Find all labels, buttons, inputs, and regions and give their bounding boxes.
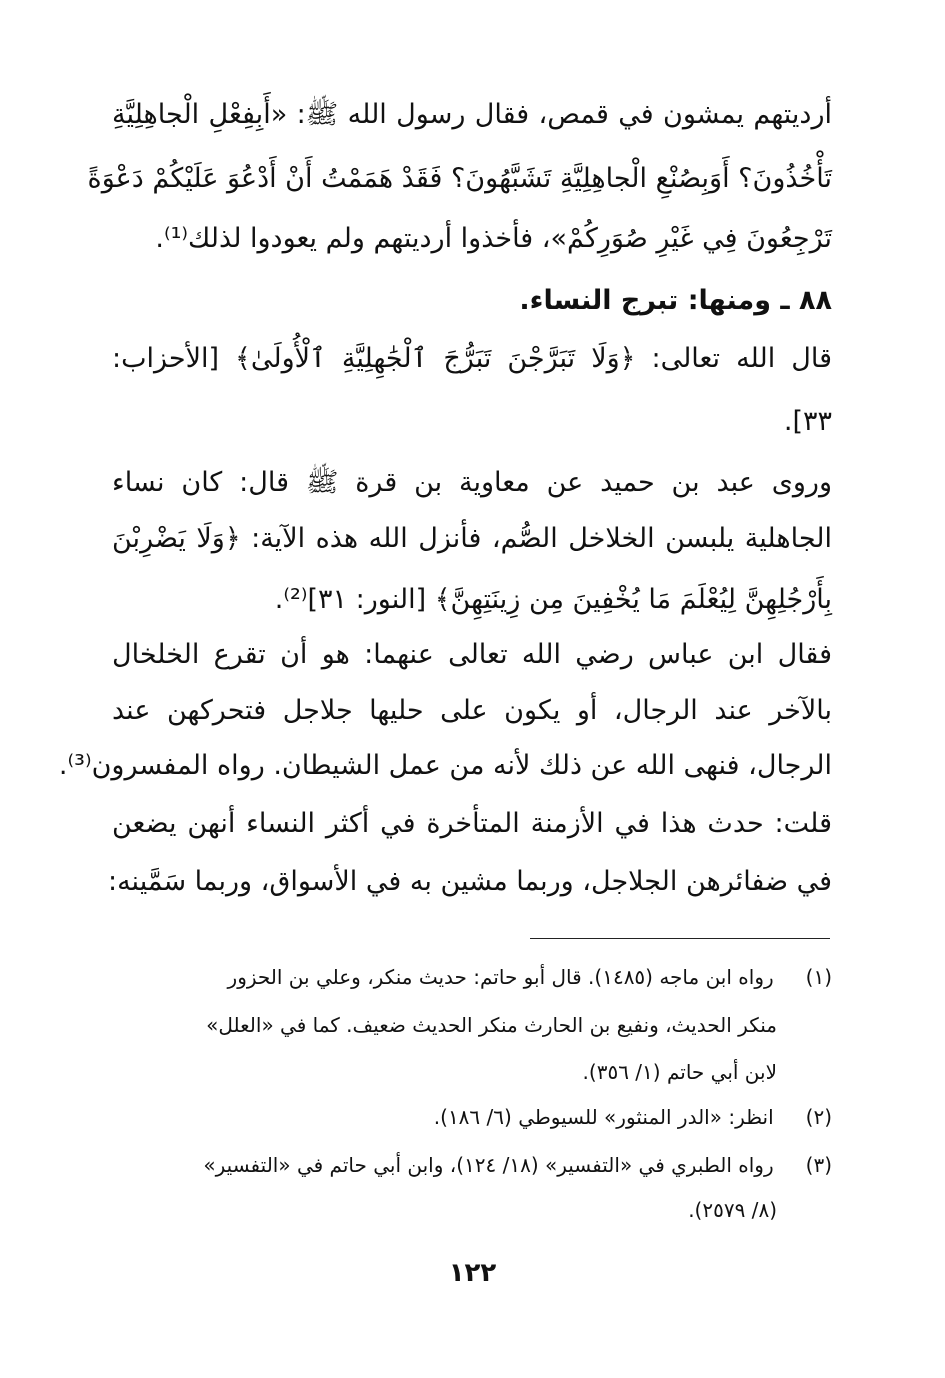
body-line: وروى عبد بن حميد عن معاوية بن قرة ﷺ قال: كان نساء	[112, 467, 832, 498]
footnote-2	[112, 1102, 832, 1132]
footnote-text: (٨/ ٢٥٧٩).	[688, 1198, 777, 1222]
body-line: تَأْخُذُونَ؟ أَوَبِصُنْعِ الْجاهِلِيَّةِ تَشَبَّهُونَ؟ فَقَدْ هَمَمْتُ أَنْ أَدْعُوَ عَلَيْكُمْ دَعْوَةً	[87, 163, 832, 194]
footnote-text: انظر: «الدر المنثور» للسيوطي (٦/ ١٨٦).	[433, 1105, 774, 1129]
body-line: بالآخر عند الرجال، أو يكون على حليها جلاجل فتحركهن عند	[112, 695, 832, 726]
section-heading: ٨٨ ـ ومنها: تبرج النساء.	[519, 285, 832, 316]
body-line: قال الله تعالى: ﴿وَلَا تَبَرَّجْنَ تَبَرُّجَ ٱلْجَٰهِلِيَّةِ ٱلْأُولَىٰ﴾ [الأحزاب:	[112, 343, 832, 374]
footnote-number: (٢)	[805, 1105, 832, 1129]
body-line: تَرْجِعُونَ فِي غَيْرِ صُوَرِكُمْ»، فأخذوا أرديتهم ولم يعودوا لذلك⁽¹⁾.	[155, 223, 832, 254]
footnote-number: (١)	[805, 965, 832, 989]
body-line: فقال ابن عباس رضي الله تعالى عنهما: هو أن تقرع الخلخال	[112, 639, 832, 670]
page-number: ١٢٢	[448, 1258, 497, 1288]
footnote-separator	[530, 938, 830, 939]
footnote-3	[112, 1150, 832, 1180]
body-line: في ضفائرهن الجلاجل، وربما مشين به في الأسواق، وربما سَمَّينه:	[107, 866, 832, 897]
body-line: الجاهلية يلبسن الخلاخل الصُّم، فأنزل الله هذه الآية: ﴿وَلَا يَضْرِبْنَ	[112, 523, 832, 554]
footnote-1	[112, 962, 832, 992]
body-line: أرديتهم يمشون في قمص، فقال رسول الله ﷺ: «أَبِفِعْلِ الْجاهِلِيَّةِ	[112, 99, 832, 130]
footnote-text: منكر الحديث، ونفيع بن الحارث منكر الحديث ضعيف. كما في «العلل»	[206, 1013, 777, 1037]
body-line: بِأَرْجُلِهِنَّ لِيُعْلَمَ مَا يُخْفِينَ مِن زِينَتِهِنَّ﴾ [النور: ٣١]⁽²⁾.	[274, 584, 832, 615]
footnote-number: (٣)	[805, 1153, 832, 1177]
body-line: ٣٣].	[783, 406, 832, 437]
body-line: قلت: حدث هذا في الأزمنة المتأخرة في أكثر النساء أنهن يضعن	[112, 808, 832, 839]
body-line: الرجال، فنهى الله عن ذلك لأنه من عمل الشيطان. رواه المفسرون⁽³⁾.	[58, 750, 832, 781]
footnote-text: لابن أبي حاتم (١/ ٣٥٦).	[582, 1060, 777, 1084]
footnote-text: رواه ابن ماجه (١٤٨٥). قال أبو حاتم: حديث منكر، وعلي بن الحزور	[227, 965, 774, 989]
footnote-text: رواه الطبري في «التفسير» (١٨/ ١٢٤)، وابن أبي حاتم في «التفسير»	[203, 1153, 774, 1177]
